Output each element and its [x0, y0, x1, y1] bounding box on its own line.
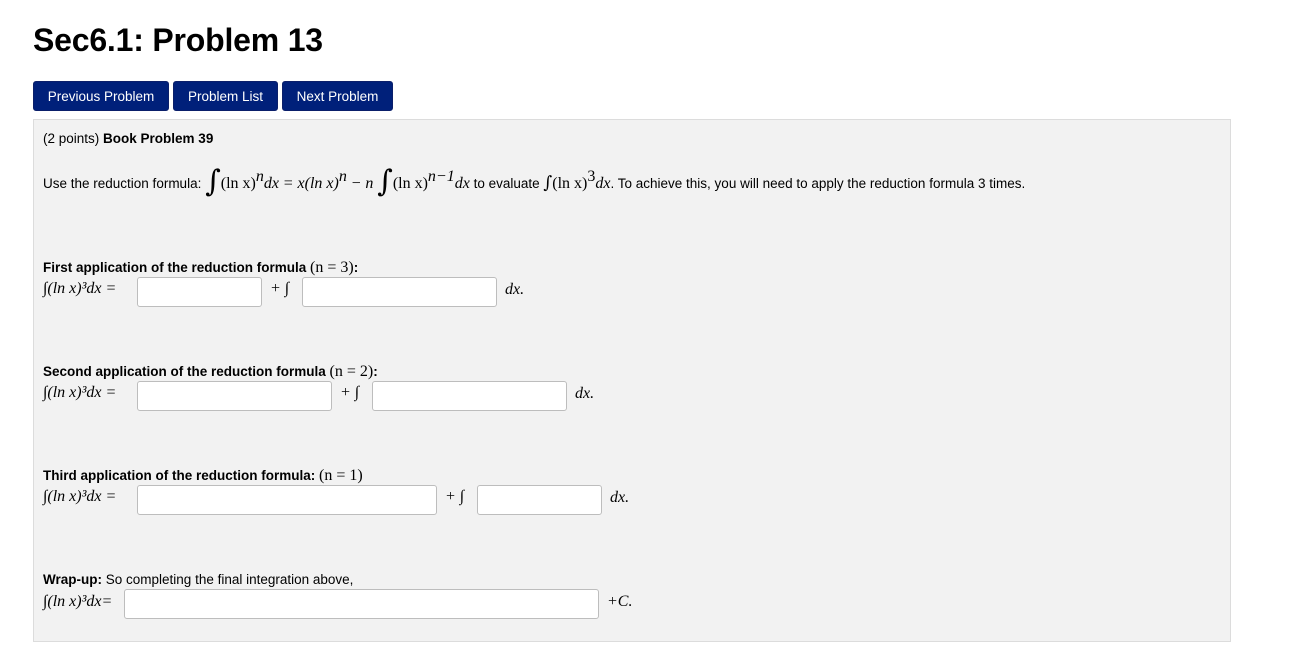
wrapup-answer[interactable] — [124, 589, 599, 619]
step-1-dx: dx. — [505, 281, 525, 298]
integral-sign: ∫ — [543, 173, 553, 193]
next-problem-button[interactable]: Next Problem — [282, 81, 393, 111]
step-1-label — [43, 259, 358, 277]
previous-problem-button[interactable]: Previous Problem — [33, 81, 169, 111]
step-3-dx: dx. — [610, 489, 630, 506]
problem-name: Book Problem 39 — [103, 131, 214, 146]
step-1-colon: : — [353, 260, 359, 275]
step-1-title: First application of the reduction formula — [43, 260, 307, 275]
formula-dx: dx — [454, 175, 470, 192]
intro-mid: to evaluate — [473, 176, 540, 191]
step-1-answer-1[interactable] — [137, 277, 262, 307]
step-1-answer-2[interactable] — [302, 277, 497, 307]
wrapup-label — [43, 572, 353, 587]
step-2-plus-integral: + ∫ — [340, 384, 360, 401]
problem-intro — [43, 164, 1026, 199]
target-lnx: (ln x) — [552, 175, 588, 192]
step-2-title: Second application of the reduction formula — [43, 364, 326, 379]
step-2-label — [43, 363, 378, 381]
problem-points: (2 points) — [43, 131, 100, 146]
wrapup-lhs: ∫(ln x)³dx= — [43, 593, 113, 610]
problem-panel — [33, 119, 1231, 642]
wrapup-plus-c: +C. — [607, 593, 633, 610]
wrapup-text: So completing the final integration above, — [105, 572, 354, 587]
step-3-title: Third application of the reduction formula: — [43, 468, 316, 483]
step-2-lhs: ∫(ln x)³dx = — [43, 384, 117, 401]
step-2-answer-2[interactable] — [372, 381, 567, 411]
formula-exp-n: n — [255, 168, 264, 185]
problem-list-button[interactable]: Problem List — [173, 81, 278, 111]
formula-lnx: (ln x) — [220, 175, 256, 192]
step-3-answer-1[interactable] — [137, 485, 437, 515]
intro-tail: . To achieve this, you will need to apply the reduction formula 3 times. — [610, 176, 1026, 191]
intro-lead: Use the reduction formula: — [43, 176, 202, 191]
step-1-lhs: ∫(ln x)³dx = — [43, 280, 117, 297]
target-exp: 3 — [587, 168, 596, 185]
step-2-condition: (n = 2) — [329, 363, 374, 380]
integral-sign: ∫ — [377, 164, 393, 199]
step-1-plus-integral: + ∫ — [270, 280, 290, 297]
formula-lnx: (ln x) — [392, 175, 428, 192]
integral-sign: ∫ — [205, 164, 221, 199]
formula-rhs: = x(ln x) — [282, 175, 339, 192]
formula-rhs-exp: n — [338, 168, 347, 185]
wrapup-title: Wrap-up: — [43, 572, 102, 587]
step-3-label — [43, 467, 363, 485]
problem-header — [43, 131, 213, 146]
formula-minus-n: − n — [350, 175, 374, 192]
step-3-lhs: ∫(ln x)³dx = — [43, 488, 117, 505]
step-3-answer-2[interactable] — [477, 485, 602, 515]
step-2-answer-1[interactable] — [137, 381, 332, 411]
formula-dx: dx — [263, 175, 279, 192]
step-2-dx: dx. — [575, 385, 595, 402]
step-3-plus-integral: + ∫ — [445, 488, 465, 505]
step-2-colon: : — [373, 364, 378, 379]
step-3-condition: (n = 1) — [319, 467, 363, 484]
target-dx: dx — [595, 175, 611, 192]
page-title: Sec6.1: Problem 13 — [33, 22, 323, 58]
step-1-condition: (n = 3) — [310, 259, 354, 276]
formula-exp-n-minus-1: n−1 — [427, 168, 455, 185]
